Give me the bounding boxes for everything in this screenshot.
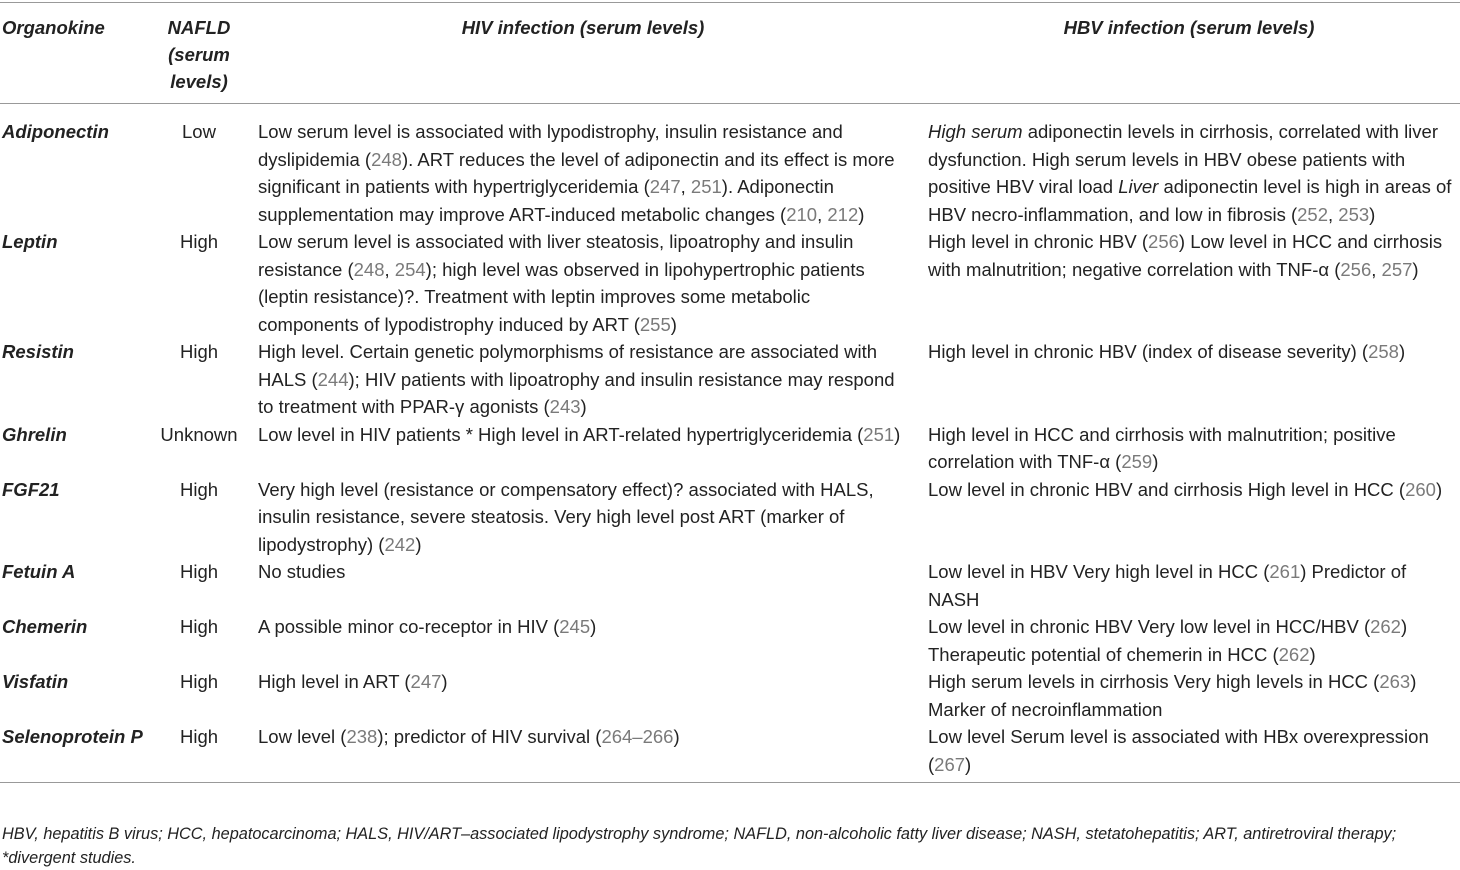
reference-link[interactable]: 251 [690,176,722,197]
italic-text-run: Liver [1118,176,1159,197]
text-run: ) [580,396,587,417]
table-row [0,338,1460,421]
organokine-name: Resistin [2,341,74,362]
text-run: ) Marker of necroinflammation [928,671,1417,720]
header-nafld: NAFLD (serum levels) [167,17,231,92]
nafld-level: High [179,726,219,747]
nafld-level: High [179,231,219,252]
text-run: Low serum level is associated with liver steatosis, lipoatrophy and insulin resistance ( [258,231,854,280]
text-run: ) Therapeutic potential of chemerin in HCC ( [928,616,1408,665]
text-run: ) Low level in HCC and cirrhosis with malnutrition; negative correlation with TNF-α ( [928,231,1443,280]
reference-link[interactable]: 242 [384,533,416,555]
reference-link[interactable]: 254 [394,258,426,280]
table-row [0,723,1460,783]
text-run: A possible minor co-receptor in HIV ( [258,616,560,637]
organokine-table [0,2,1460,783]
text-run: Low level ( [258,726,347,747]
text-run: ) [670,313,677,335]
reference-link[interactable]: 247 [649,176,681,197]
hbv-description [918,476,1460,559]
header-hiv: HIV infection (serum levels) [461,17,705,38]
text-run: , [1371,258,1382,280]
text-run: ) Predictor of NASH [928,561,1407,610]
text-run: ). ART reduces the level of adiponectin and its effect is more significant in patients with hypertriglyceridemia ( [258,148,895,197]
reference-link[interactable]: 264–266 [601,726,674,747]
reference-link[interactable]: 210 [786,203,818,225]
table-body [0,104,1460,783]
text-run: ); HIV patients with lipoatrophy and insulin resistance may respond to treatment with PPAR-γ agonists ( [258,368,895,417]
text-run: ); high level was observed in lipohypertrophic patients (leptin resistance)?. Treatment with leptin improves some metabolic components of lypodistrophy induced by ART ( [258,258,865,335]
hiv-description [248,723,918,783]
table-row [0,668,1460,723]
text-run: ) [858,203,865,225]
hbv-description [918,338,1460,421]
table-row [0,558,1460,613]
hbv-description [918,613,1460,668]
hbv-description [918,558,1460,613]
table-row [0,104,1460,229]
header-organokine: Organokine [2,17,105,38]
text-run: ) [1398,341,1406,362]
text-run: ) [1369,203,1376,225]
organokine-name: Leptin [2,231,58,252]
text-run: ) [1435,478,1443,500]
text-run: ) [965,753,972,775]
organokine-name: Chemerin [2,616,88,637]
reference-link[interactable]: 247 [410,671,442,692]
hiv-description [248,104,918,229]
reference-link[interactable]: 260 [1405,478,1436,500]
reference-link[interactable]: 262 [1278,643,1310,665]
reference-link[interactable]: 255 [639,313,671,335]
table-row [0,421,1460,476]
reference-link[interactable]: 244 [317,368,349,390]
reference-link[interactable]: 251 [863,423,895,445]
text-run: Low level in chronic HBV Very low level in HCC/HBV ( [928,616,1371,637]
text-run: ) [673,726,680,747]
text-run: ) [590,616,597,637]
organokine-name: Fetuin A [2,561,76,582]
text-run: Low level in chronic HBV and cirrhosis High level in HCC ( [928,478,1406,500]
hiv-description [248,558,918,613]
text-run: High level. Certain genetic polymorphisms of resistance are associated with HALS ( [258,341,878,390]
nafld-level: Unknown [160,423,238,445]
text-run: ); predictor of HIV survival ( [377,726,602,747]
nafld-level: High [179,341,219,362]
reference-link[interactable]: 248 [371,148,402,170]
text-run: adiponectin level is high in areas of HBV necro-inflammation, and low in fibrosis ( [928,176,1452,225]
reference-link[interactable]: 257 [1381,258,1413,280]
organokine-name: FGF21 [2,478,60,500]
text-run: Very high level (resistance or compensatory effect)? associated with HALS, insulin resistance, severe steatosis. Very high level post ART (marker of lipodystrophy) ( [258,478,874,555]
text-run: ) [894,423,901,445]
reference-link[interactable]: 261 [1269,561,1301,582]
header-hbv: HBV infection (serum levels) [1063,17,1315,38]
text-run: , [1328,203,1339,225]
reference-link[interactable]: 267 [934,753,966,775]
organokine-name: Adiponectin [2,121,109,142]
nafld-level: Low [182,121,216,142]
text-run: ). Adiponectin supplementation may improve ART-induced metabolic changes ( [258,176,834,225]
hbv-description [918,228,1460,338]
reference-link[interactable]: 258 [1368,341,1399,362]
text-run: High level in chronic HBV (index of disease severity) ( [928,341,1369,362]
hbv-description [918,421,1460,476]
table-row [0,613,1460,668]
nafld-level: High [179,671,219,692]
table-row [0,228,1460,338]
text-run: , [680,176,691,197]
text-run: ) [1412,258,1419,280]
hiv-description [248,421,918,476]
reference-link[interactable]: 243 [549,396,581,417]
reference-link[interactable]: 256 [1340,258,1372,280]
text-run: , [384,258,395,280]
reference-link[interactable]: 245 [559,616,591,637]
nafld-level: High [179,616,219,637]
hiv-description [248,228,918,338]
text-run: High level in ART ( [258,671,411,692]
table-footnote: HBV, hepatitis B virus; HCC, hepatocarcinoma; HALS, HIV/ART–associated lipodystrophy syndrome; NAFLD, non-alcoholic fatty liver disease; NASH, stetatohepatitis; ART, antiretroviral therapy; *divergent studies. [2,825,1397,867]
hiv-description [248,613,918,668]
hiv-description [248,668,918,723]
text-run: High serum levels in cirrhosis Very high levels in HCC ( [928,671,1380,692]
reference-link[interactable]: 252 [1297,203,1328,225]
text-run: adiponectin levels in cirrhosis, correlated with liver dysfunction. High serum levels in HBV obese patients with positive HBV viral load [928,121,1438,197]
text-run: ) [441,671,448,692]
text-run: Low level Serum level is associated with HBx overexpression ( [928,726,1429,775]
reference-link[interactable]: 259 [1121,451,1153,472]
hbv-description [918,723,1460,783]
reference-link[interactable]: 238 [346,726,378,747]
hbv-description [918,104,1460,229]
text-run: ) [1309,643,1316,665]
hiv-description [248,476,918,559]
text-run: , [817,203,828,225]
organokine-name: Ghrelin [2,423,67,445]
table-row [0,476,1460,559]
text-run: No studies [258,561,346,582]
organokine-name: Visfatin [2,671,69,692]
table-header-row [0,3,1460,104]
text-run: ) [1152,451,1159,472]
italic-text-run: High serum [928,121,1023,142]
reference-link[interactable]: 248 [353,258,385,280]
reference-link[interactable]: 262 [1370,616,1401,637]
text-run: High level in chronic HBV ( [928,231,1149,252]
hbv-description [918,668,1460,723]
organokine-name: Selenoprotein P [2,726,143,747]
nafld-level: High [179,478,219,500]
reference-link[interactable]: 212 [827,203,859,225]
hiv-description [248,338,918,421]
reference-link[interactable]: 263 [1379,671,1411,692]
text-run: ) [415,533,422,555]
nafld-level: High [179,561,219,582]
text-run: Low level in HBV Very high level in HCC ( [928,561,1270,582]
reference-link[interactable]: 256 [1148,231,1179,252]
reference-link[interactable]: 253 [1338,203,1370,225]
text-run: Low serum level is associated with lypodistrophy, insulin resistance and dyslipidemia ( [258,121,843,170]
text-run: High level in HCC and cirrhosis with malnutrition; positive correlation with TNF-α ( [928,423,1396,472]
text-run: Low level in HIV patients * High level in ART-related hypertriglyceridemia ( [258,423,864,445]
